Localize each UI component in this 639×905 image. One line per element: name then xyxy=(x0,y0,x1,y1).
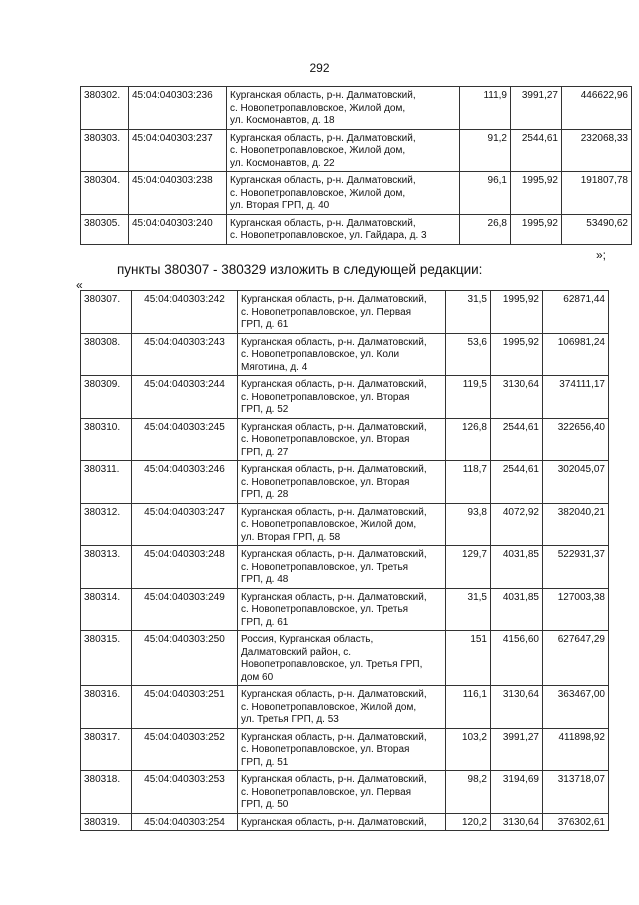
price-value: 3991,27 xyxy=(511,87,562,130)
total-value: 363467,00 xyxy=(543,686,609,729)
address: Курганская область, р-н. Далматовский, с. Новопетропавловское, ул. Гайдара, д. 3 xyxy=(227,214,460,244)
cadastral-number: 45:04:040303:236 xyxy=(129,87,227,130)
area-value: 91,2 xyxy=(460,129,511,172)
address: Курганская область, р-н. Далматовский, с. Новопетропавловское, Жилой дом, ул. Третья ГРП, д. 53 xyxy=(238,686,446,729)
total-value: 411898,92 xyxy=(543,728,609,771)
opening-quote: « xyxy=(76,278,83,292)
total-value: 522931,37 xyxy=(543,546,609,589)
address: Курганская область, р-н. Далматовский, с. Новопетропавловское, ул. Вторая ГРП, д. 27 xyxy=(238,418,446,461)
row-number: 380313. xyxy=(81,546,132,589)
total-value: 382040,21 xyxy=(543,503,609,546)
area-value: 111,9 xyxy=(460,87,511,130)
cadastral-number: 45:04:040303:245 xyxy=(132,418,238,461)
area-value: 53,6 xyxy=(446,333,491,376)
table-row xyxy=(81,588,609,631)
area-value: 98,2 xyxy=(446,771,491,814)
row-number: 380315. xyxy=(81,631,132,686)
price-value: 4072,92 xyxy=(491,503,543,546)
area-value: 118,7 xyxy=(446,461,491,504)
total-value: 302045,07 xyxy=(543,461,609,504)
total-value: 191807,78 xyxy=(562,172,632,215)
area-value: 31,5 xyxy=(446,588,491,631)
total-value: 127003,38 xyxy=(543,588,609,631)
area-value: 103,2 xyxy=(446,728,491,771)
area-value: 129,7 xyxy=(446,546,491,589)
table-row xyxy=(81,129,632,172)
row-number: 380302. xyxy=(81,87,129,130)
price-value: 3130,64 xyxy=(491,376,543,419)
row-number: 380311. xyxy=(81,461,132,504)
total-value: 322656,40 xyxy=(543,418,609,461)
total-value: 374111,17 xyxy=(543,376,609,419)
table-row xyxy=(81,291,609,334)
table-row xyxy=(81,333,609,376)
row-number: 380309. xyxy=(81,376,132,419)
address: Курганская область, р-н. Далматовский, с. Новопетропавловское, Жилой дом, ул. Космонавтов, д. 18 xyxy=(227,87,460,130)
cadastral-number: 45:04:040303:252 xyxy=(132,728,238,771)
table-row xyxy=(81,503,609,546)
area-value: 116,1 xyxy=(446,686,491,729)
total-value: 106981,24 xyxy=(543,333,609,376)
total-value: 446622,96 xyxy=(562,87,632,130)
price-value: 4031,85 xyxy=(491,546,543,589)
price-value: 3130,64 xyxy=(491,686,543,729)
table-row xyxy=(81,686,609,729)
row-number: 380307. xyxy=(81,291,132,334)
total-value: 627647,29 xyxy=(543,631,609,686)
price-value: 4156,60 xyxy=(491,631,543,686)
area-value: 26,8 xyxy=(460,214,511,244)
table-row xyxy=(81,771,609,814)
price-value: 1995,92 xyxy=(491,333,543,376)
table-row xyxy=(81,87,632,130)
row-number: 380319. xyxy=(81,813,132,831)
area-value: 31,5 xyxy=(446,291,491,334)
row-number: 380304. xyxy=(81,172,129,215)
table-row xyxy=(81,214,632,244)
total-value: 62871,44 xyxy=(543,291,609,334)
row-number: 380305. xyxy=(81,214,129,244)
cadastral-number: 45:04:040303:253 xyxy=(132,771,238,814)
row-number: 380316. xyxy=(81,686,132,729)
table-row xyxy=(81,461,609,504)
total-value: 232068,33 xyxy=(562,129,632,172)
address: Курганская область, р-н. Далматовский, с. Новопетропавловское, ул. Коли Мяготина, д. 4 xyxy=(238,333,446,376)
cadastral-number: 45:04:040303:238 xyxy=(129,172,227,215)
table-row xyxy=(81,376,609,419)
table-row xyxy=(81,172,632,215)
row-number: 380318. xyxy=(81,771,132,814)
cadastral-number: 45:04:040303:247 xyxy=(132,503,238,546)
table-row xyxy=(81,631,609,686)
total-value: 53490,62 xyxy=(562,214,632,244)
property-table-1 xyxy=(80,86,632,245)
row-number: 380308. xyxy=(81,333,132,376)
cadastral-number: 45:04:040303:244 xyxy=(132,376,238,419)
table-row xyxy=(81,728,609,771)
address: Курганская область, р-н. Далматовский, с. Новопетропавловское, Жилой дом, ул. Вторая ГРП, д. 58 xyxy=(238,503,446,546)
total-value: 313718,07 xyxy=(543,771,609,814)
address: Курганская область, р-н. Далматовский, с. Новопетропавловское, ул. Первая ГРП, д. 61 xyxy=(238,291,446,334)
cadastral-number: 45:04:040303:254 xyxy=(132,813,238,831)
price-value: 1995,92 xyxy=(511,214,562,244)
cadastral-number: 45:04:040303:242 xyxy=(132,291,238,334)
instruction-text: пункты 380307 - 380329 изложить в следующей редакции: xyxy=(117,262,483,277)
address: Курганская область, р-н. Далматовский, с. Новопетропавловское, ул. Первая ГРП, д. 50 xyxy=(238,771,446,814)
area-value: 151 xyxy=(446,631,491,686)
row-number: 380312. xyxy=(81,503,132,546)
cadastral-number: 45:04:040303:251 xyxy=(132,686,238,729)
area-value: 119,5 xyxy=(446,376,491,419)
area-value: 120,2 xyxy=(446,813,491,831)
address: Россия, Курганская область, Далматовский район, с. Новопетропавловское, ул. Третья ГРП, дом 60 xyxy=(238,631,446,686)
price-value: 3991,27 xyxy=(491,728,543,771)
page-number: 292 xyxy=(309,61,330,75)
property-table-2 xyxy=(80,290,609,831)
cadastral-number: 45:04:040303:240 xyxy=(129,214,227,244)
area-value: 96,1 xyxy=(460,172,511,215)
row-number: 380314. xyxy=(81,588,132,631)
price-value: 2544,61 xyxy=(511,129,562,172)
address: Курганская область, р-н. Далматовский, с. Новопетропавловское, ул. Вторая ГРП, д. 52 xyxy=(238,376,446,419)
address: Курганская область, р-н. Далматовский, xyxy=(238,813,446,831)
cadastral-number: 45:04:040303:243 xyxy=(132,333,238,376)
price-value: 3194,69 xyxy=(491,771,543,814)
price-value: 2544,61 xyxy=(491,461,543,504)
address: Курганская область, р-н. Далматовский, с. Новопетропавловское, Жилой дом, ул. Вторая ГРП, д. 40 xyxy=(227,172,460,215)
price-value: 2544,61 xyxy=(491,418,543,461)
table-row xyxy=(81,813,609,831)
price-value: 4031,85 xyxy=(491,588,543,631)
price-value: 1995,92 xyxy=(491,291,543,334)
address: Курганская область, р-н. Далматовский, с. Новопетропавловское, ул. Третья ГРП, д. 61 xyxy=(238,588,446,631)
area-value: 93,8 xyxy=(446,503,491,546)
cadastral-number: 45:04:040303:248 xyxy=(132,546,238,589)
row-number: 380303. xyxy=(81,129,129,172)
cadastral-number: 45:04:040303:250 xyxy=(132,631,238,686)
area-value: 126,8 xyxy=(446,418,491,461)
table-row xyxy=(81,546,609,589)
cadastral-number: 45:04:040303:249 xyxy=(132,588,238,631)
address: Курганская область, р-н. Далматовский, с. Новопетропавловское, ул. Третья ГРП, д. 48 xyxy=(238,546,446,589)
address: Курганская область, р-н. Далматовский, с. Новопетропавловское, ул. Вторая ГРП, д. 51 xyxy=(238,728,446,771)
cadastral-number: 45:04:040303:237 xyxy=(129,129,227,172)
price-value: 3130,64 xyxy=(491,813,543,831)
price-value: 1995,92 xyxy=(511,172,562,215)
total-value: 376302,61 xyxy=(543,813,609,831)
table-row xyxy=(81,418,609,461)
cadastral-number: 45:04:040303:246 xyxy=(132,461,238,504)
address: Курганская область, р-н. Далматовский, с. Новопетропавловское, ул. Вторая ГРП, д. 28 xyxy=(238,461,446,504)
row-number: 380317. xyxy=(81,728,132,771)
address: Курганская область, р-н. Далматовский, с. Новопетропавловское, Жилой дом, ул. Космонавтов, д. 22 xyxy=(227,129,460,172)
row-number: 380310. xyxy=(81,418,132,461)
closing-quote: »; xyxy=(596,248,607,262)
